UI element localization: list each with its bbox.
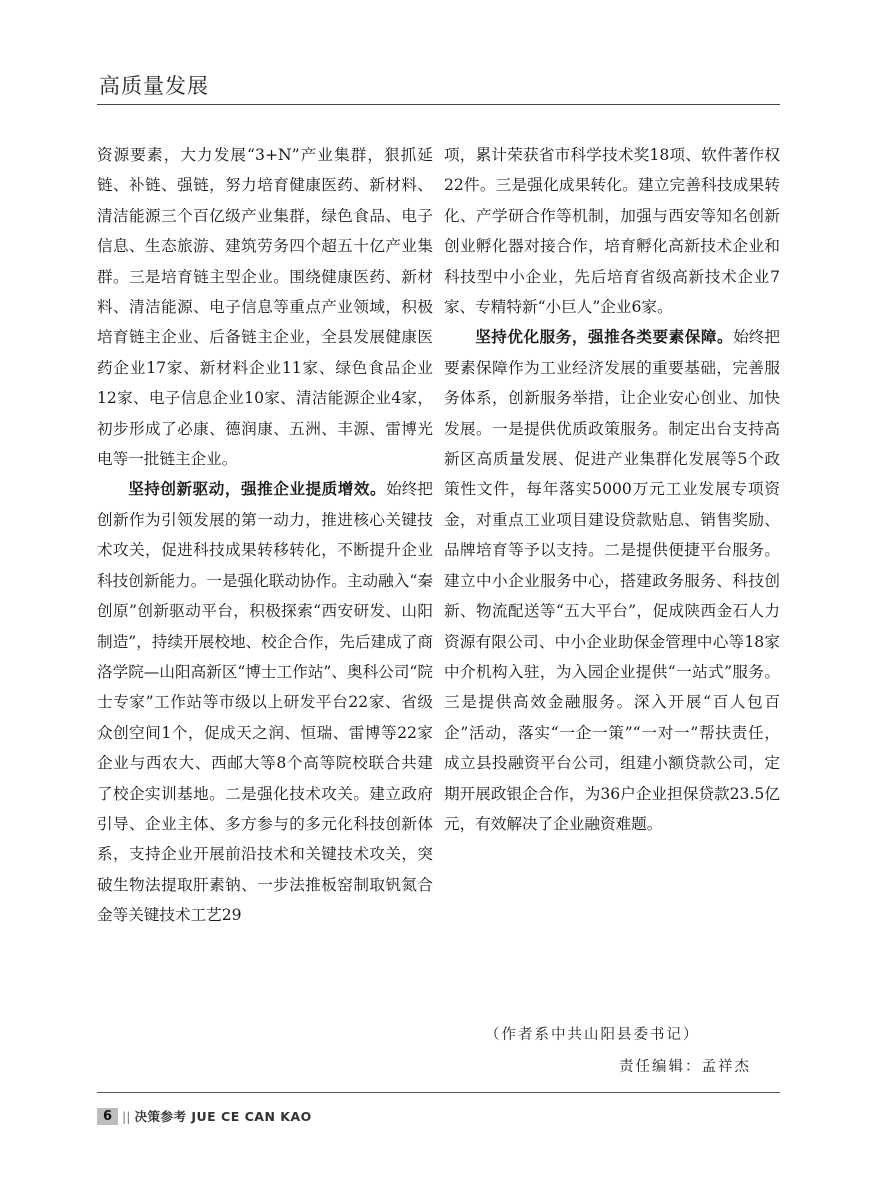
paragraph-continued: 资源要素，大力发展“3+N”产业集群，狠抓延链、补链、强链，努力培育健康医药、新材料、清洁能源三个百亿级产业集群，绿色食品、电子信息、生态旅游、建筑劳务四个超五十亿产业集群。三是培育链主型企业。围绕健康医药、新材料、清洁能源、电子信息等重点产业领域，积极培育链主企业、后备链主企业，全县发展健康医药企业17家、新材料企业11家、绿色食品企业12家、电子信息企业10家、清洁能源企业4家，初步形成了必康、德润康、五洲、丰源、雷博光电等一批链主企业。 (97, 146, 433, 469)
page-header (97, 66, 780, 106)
paragraph-services (444, 322, 780, 839)
page-number: 6 (97, 1108, 118, 1125)
left-column (97, 140, 433, 931)
header-divider (97, 104, 780, 105)
paragraph-innovation (97, 474, 433, 930)
right-column (444, 140, 780, 839)
journal-name: 决策参考 JUE CE CAN KAO (134, 1109, 312, 1124)
paragraph-body: 始终把要素保障作为工业经济发展的重要基础，完善服务体系，创新服务举措，让企业安心创业、加快发展。一是提供优质政策服务。制定出台支持高新区高质量发展、促进产业集群化发展等5个政策性文件，每年落实5000万元工业发展专项资金，对重点工业项目建设贷款贴息、销售奖励、品牌培育等予以支持。二是提供便捷平台服务。建立中小企业服务中心，搭建政务服务、科技创新、物流配送等“五大平台”，促成陕西金石人力资源有限公司、中小企业助保金管理中心等18家中介机构入驻，为入园企业提供“一站式”服务。三是提供高效金融服务。深入开展“百人包百企”活动，落实“一企一策”“一对一”帮扶责任，成立县投融资平台公司，组建小额贷款公司，定期开展政银企合作，为36户企业担保贷款23.5亿元，有效解决了企业融资难题。 (444, 328, 780, 833)
paragraph-continued: 项，累计荣获省市科学技术奖18项、软件著作权22件。三是强化成果转化。建立完善科技成果转化、产学研合作等机制，加强与西安等知名创新创业孵化器对接合作，培育孵化高新技术企业和科技型中小企业，先后培育省级高新技术企业7家、专精特新“小巨人”企业6家。 (444, 146, 780, 317)
footer-divider (97, 1092, 780, 1093)
paragraph-lead-heading: 坚持优化服务，强推各类要素保障。 (475, 328, 734, 347)
section-title: 高质量发展 (99, 74, 209, 98)
author-byline: （作者系中共山阳县委书记） (485, 1027, 700, 1043)
footer-separator: || (122, 1108, 131, 1124)
responsible-editor: 责任编辑：孟祥杰 (619, 1059, 751, 1075)
paragraph-body: 始终把创新作为引领发展的第一动力，推进核心关键技术攻关，促进科技成果转移转化，不断提升企业科技创新能力。一是强化联动协作。主动融入“秦创原”创新驱动平台，积极探索“西安研发、山阳制造”，持续开展校地、校企合作，先后建成了商洛学院—山阳高新区“博士工作站”、奥科公司“院士专家”工作站等市级以上研发平台22家、省级众创空间1个，促成天之润、恒瑞、雷博等22家企业与西农大、西邮大等8个高等院校联合共建了校企实训基地。二是强化技术攻关。建立政府引导、企业主体、多方参与的多元化科技创新体系，支持企业开展前沿技术和关键技术攻关，突破生物法提取肝素钠、一步法推板窑制取钒氮合金等关键技术工艺29 (97, 480, 433, 925)
page-footer (97, 1106, 312, 1126)
paragraph-lead-heading: 坚持创新驱动，强推企业提质增效。 (128, 480, 387, 499)
